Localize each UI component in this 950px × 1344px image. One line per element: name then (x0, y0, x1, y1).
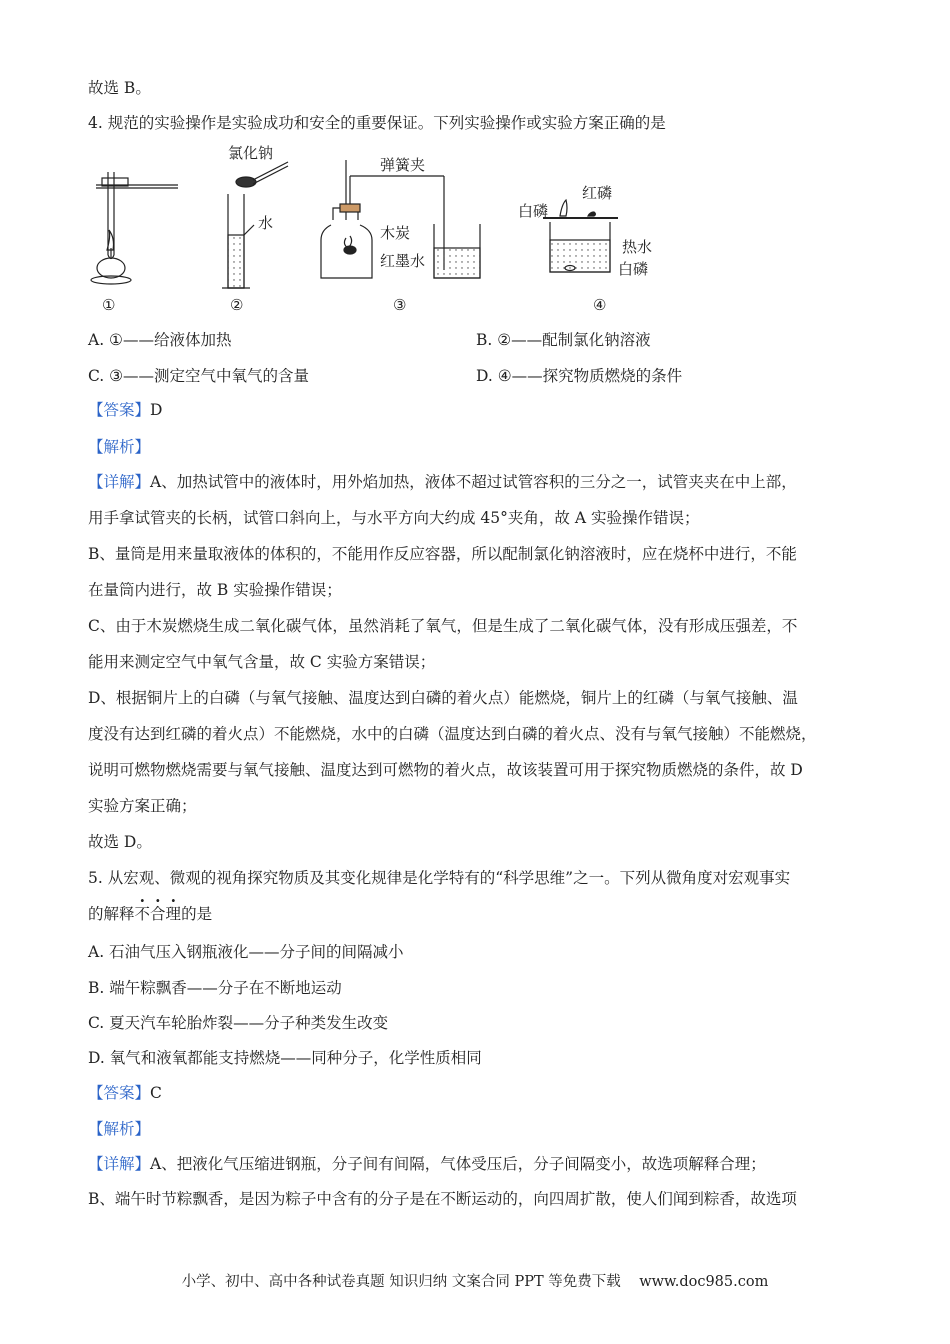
label-water: 水 (258, 214, 274, 232)
answer-tag: 【答案】 (88, 401, 151, 419)
emphasis-char: 理 (165, 905, 182, 923)
label-red-phosphorus: 红磷 (582, 184, 613, 202)
question-5-stem-2 (88, 904, 212, 924)
emphasis-char: 不 (134, 905, 151, 923)
q4-option-b: B. ②——配制氯化钠溶液 (476, 331, 651, 349)
stem-text: 的是 (181, 905, 213, 923)
answer-value: D (150, 401, 163, 419)
page-footer (0, 1270, 950, 1291)
q4-answer (88, 400, 162, 420)
emphasis-char: 合 (150, 905, 166, 923)
conclusion-line: 故选 B。 (88, 79, 151, 97)
detail-tag: 【详解】 (88, 1155, 151, 1173)
q4-option-d: D. ④——探究物质燃烧的条件 (476, 367, 683, 385)
q4-detail-8: 度没有达到红磷的着火点）不能燃烧，水中的白磷（温度达到白磷的着火点、没有与氧气接触）不能燃烧， (88, 725, 817, 743)
q5-option-a: A. 石油气压入钢瓶液化——分子间的间隔减小 (88, 943, 404, 961)
q4-detail-9: 说明可燃物燃烧需要与氧气接触、温度达到可燃物的着火点，故该装置可用于探究物质燃烧的条件，故 D (88, 761, 803, 779)
q5-detail-1 (88, 1154, 766, 1174)
q4-option-c: C. ③——测定空气中氧气的含量 (88, 367, 310, 385)
q5-option-c: C. 夏天汽车轮胎炸裂——分子种类发生改变 (88, 1014, 389, 1032)
q4-detail-2: 用手拿试管夹的长柄，试管口斜向上，与水平方向大约成 45°夹角，故 A 实验操作错误； (88, 509, 700, 527)
label-red-ink: 红墨水 (380, 252, 426, 270)
footer-link[interactable]: www.doc985.com (639, 1274, 769, 1290)
q4-analysis-tag: 【解析】 (88, 438, 151, 456)
q4-option-a: A. ①——给液体加热 (88, 331, 232, 349)
q4-conclusion: 故选 D。 (88, 833, 152, 851)
q4-detail-5: C、由于木炭燃烧生成二氧化碳气体，虽然消耗了氧气，但是生成了二氧化碳气体，没有形成压强差，不 (88, 617, 798, 635)
stem-text: 的解释 (88, 905, 135, 923)
q4-detail-7: D、根据铜片上的白磷（与氧气接触、温度达到白磷的着火点）能燃烧，铜片上的红磷（与氧气接触、温 (88, 689, 798, 707)
label-spring-clip: 弹簧夹 (380, 156, 426, 174)
figure-number-4: ④ (593, 296, 607, 314)
q5-answer (88, 1083, 162, 1103)
question-5-stem-1: 5. 从宏观、微观的视角探究物质及其变化规律是化学特有的“科学思维”之一。下列从微角度对宏观事实 (88, 869, 791, 887)
label-white-phosphorus-bottom: 白磷 (618, 260, 649, 278)
label-white-phosphorus-top: 白磷 (518, 202, 549, 220)
footer-text: 小学、初中、高中各种试卷真题 知识归纳 文案合同 PPT 等免费下载 (181, 1274, 621, 1290)
q4-detail-6: 能用来测定空气中氧气含量，故 C 实验方案错误； (88, 653, 436, 671)
detail-text: A、加热试管中的液体时，用外焰加热，液体不超过试管容积的三分之一，试管夹夹在中上部， (150, 473, 797, 491)
figure-number-3: ③ (393, 296, 407, 314)
q4-detail-10: 实验方案正确； (88, 797, 197, 815)
detail-tag: 【详解】 (88, 473, 151, 491)
q4-detail-3: B、量筒是用来量取液体的体积的，不能用作反应容器，所以配制氯化钠溶液时，应在烧杯中进行，不能 (88, 545, 797, 563)
q5-detail-2: B、端午时节粽飘香，是因为粽子中含有的分子是在不断运动的，向四周扩散，使人们闻到粽香，故选项 (88, 1190, 797, 1208)
experiment-figure (88, 140, 688, 320)
q4-detail-1 (88, 472, 797, 492)
q5-option-b: B. 端午粽飘香——分子在不断地运动 (88, 979, 342, 997)
detail-text: A、把液化气压缩进钢瓶，分子间有间隔，气体受压后，分子间隔变小，故选项解释合理； (150, 1155, 766, 1173)
q4-detail-4: 在量筒内进行，故 B 实验操作错误； (88, 581, 342, 599)
label-nacl: 氯化钠 (228, 144, 274, 162)
question-4-stem: 4. 规范的实验操作是实验成功和安全的重要保证。下列实验操作或实验方案正确的是 (88, 114, 666, 132)
figure-number-1: ① (102, 296, 116, 314)
answer-value: C (150, 1084, 162, 1102)
figure-number-2: ② (230, 296, 244, 314)
apparatus-2-cylinder (222, 162, 288, 288)
apparatus-4-combustion (543, 200, 618, 272)
label-charcoal: 木炭 (380, 224, 411, 242)
q5-analysis-tag: 【解析】 (88, 1120, 151, 1138)
answer-tag: 【答案】 (88, 1084, 151, 1102)
apparatus-1-heating (91, 172, 178, 284)
label-hot-water: 热水 (622, 238, 653, 256)
q5-option-d: D. 氧气和液氧都能支持燃烧——同种分子，化学性质相同 (88, 1049, 482, 1067)
